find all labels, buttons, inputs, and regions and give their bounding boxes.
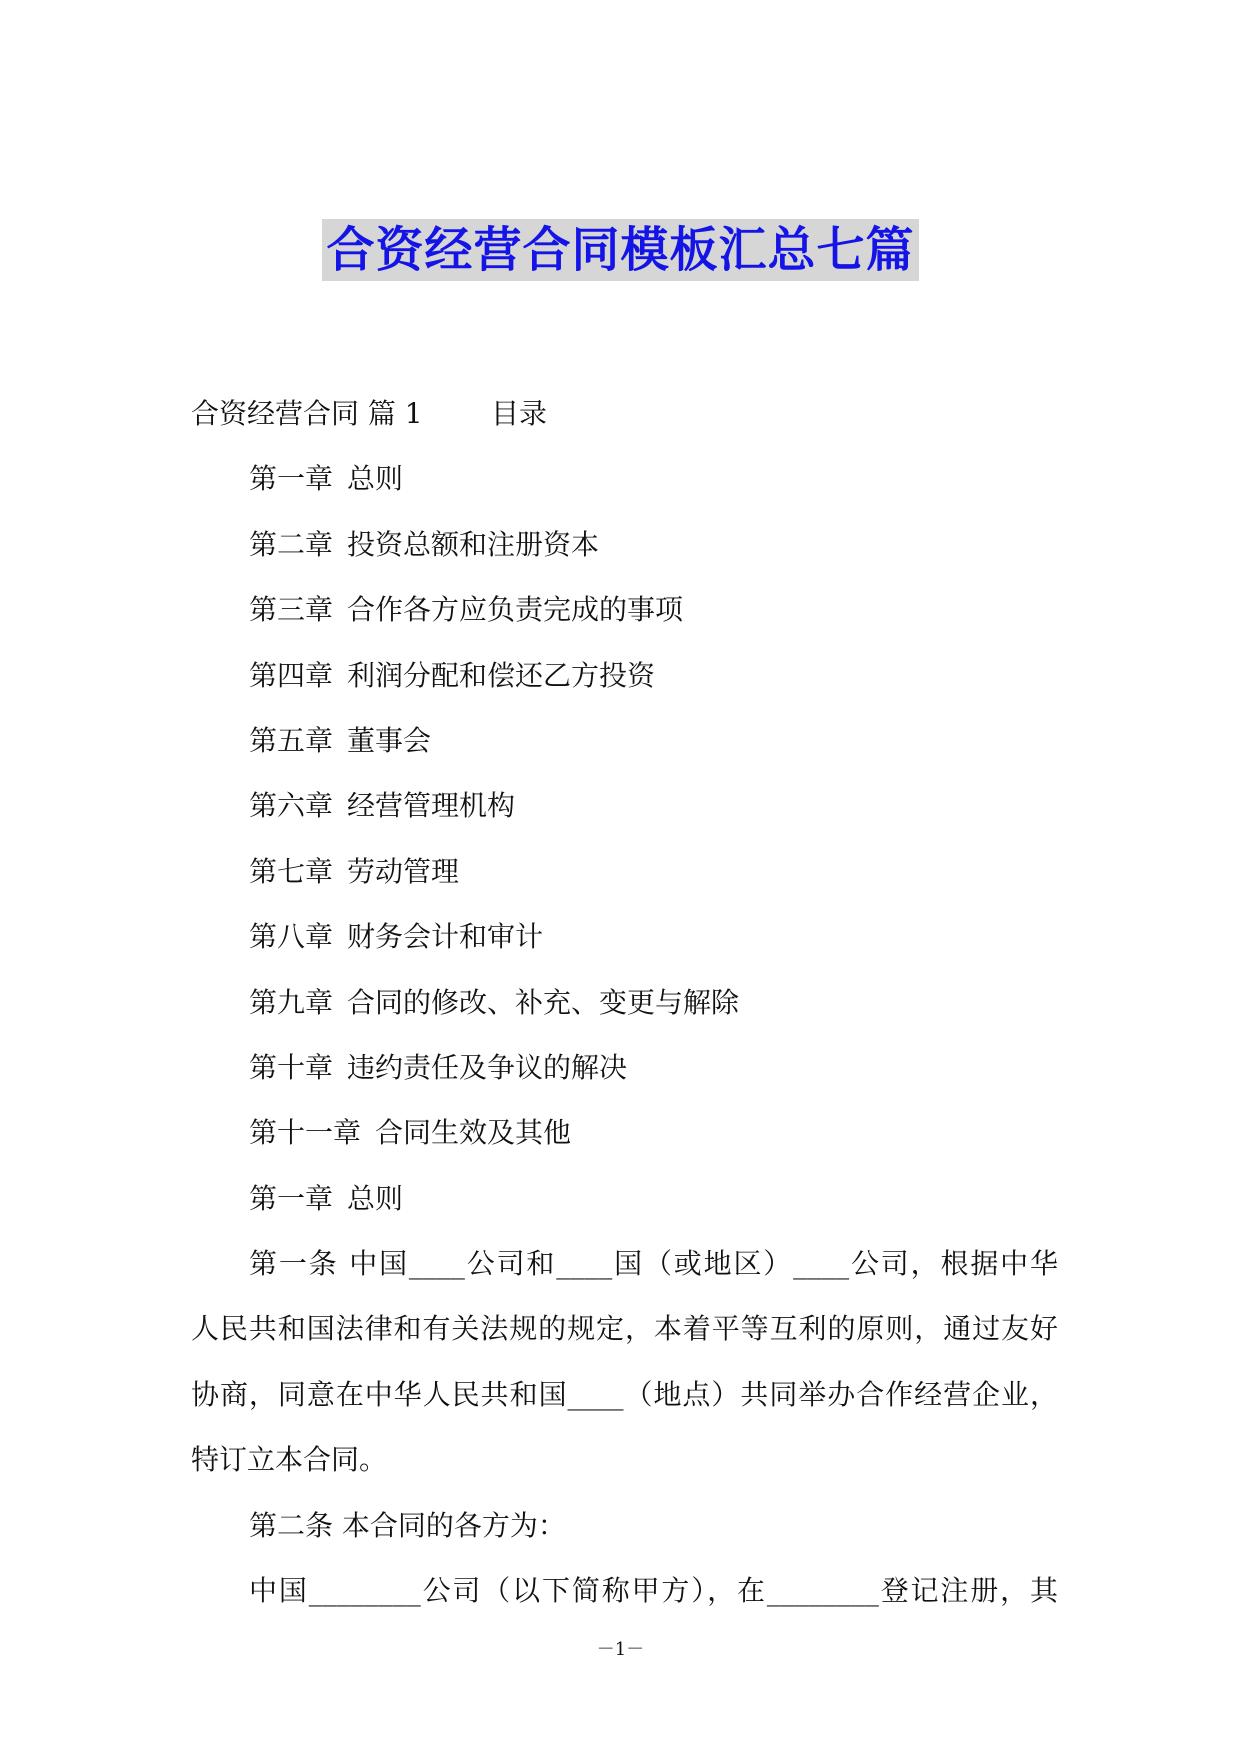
toc-chapter: 第六章 [249, 789, 334, 823]
toc-chapter: 第一章 [249, 462, 334, 496]
toc-name: 利润分配和偿还乙方投资 [347, 658, 656, 692]
toc-name: 财务会计和审计 [347, 920, 544, 954]
toc-chapter: 第十一章 [249, 1116, 362, 1150]
toc-item [191, 839, 1058, 904]
toc-chapter: 第九章 [249, 985, 334, 1019]
article-one-line: 协商，同意在中华人民共和国____（地点）共同举办合作经营企业， [191, 1377, 1058, 1411]
toc-item [191, 773, 1058, 838]
toc-item [191, 1035, 1058, 1100]
toc-name: 合同的修改、补充、变更与解除 [347, 985, 740, 1019]
toc-name: 劳动管理 [347, 854, 460, 888]
toc-name: 董事会 [347, 723, 432, 757]
article-one-line: 特订立本合同。 [191, 1443, 388, 1477]
toc-name: 违约责任及争议的解决 [347, 1050, 628, 1084]
toc-item [191, 708, 1058, 773]
toc-chapter: 第八章 [249, 920, 334, 954]
toc-chapter: 第五章 [249, 723, 334, 757]
chapter-number: 第一章 [249, 1181, 334, 1215]
toc-chapter: 第十章 [249, 1050, 334, 1084]
party-line: 中国________公司（以下简称甲方），在________登记注册，其 [249, 1574, 1058, 1608]
toc-item [191, 643, 1058, 708]
toc-chapter: 第二章 [249, 527, 334, 561]
document-title: 合资经营合同模板汇总七篇 [322, 219, 918, 281]
toc-item [191, 904, 1058, 969]
toc-name: 合作各方应负责完成的事项 [347, 593, 684, 627]
toc-chapter: 第七章 [249, 854, 334, 888]
document-body [191, 381, 1058, 1623]
toc-chapter: 第三章 [249, 593, 334, 627]
toc-chapter: 第四章 [249, 658, 334, 692]
article-two: 第二条 本合同的各方为： [249, 1508, 566, 1542]
toc-item [191, 512, 1058, 577]
article-one-line: 第一条 中国____公司和____国（或地区）____公司，根据中华 [249, 1247, 1058, 1281]
part-label: 合资经营合同 篇 1 [191, 397, 423, 430]
toc-name: 合同生效及其他 [375, 1116, 572, 1150]
page-number: －1－ [596, 1639, 645, 1660]
toc-item [191, 577, 1058, 642]
article-one-line: 人民共和国法律和有关法规的规定，本着平等互利的原则，通过友好 [191, 1312, 1058, 1346]
toc-item [191, 446, 1058, 511]
toc-item [191, 1100, 1058, 1165]
toc-label: 目录 [491, 397, 548, 430]
toc-item [191, 970, 1058, 1035]
title-wrapper [0, 219, 1241, 281]
toc-name: 投资总额和注册资本 [347, 527, 600, 561]
section-heading [191, 381, 1058, 446]
chapter-name: 总则 [347, 1181, 404, 1215]
toc-name: 总则 [347, 462, 404, 496]
toc-name: 经营管理机构 [347, 789, 516, 823]
chapter-heading [191, 1166, 1058, 1231]
